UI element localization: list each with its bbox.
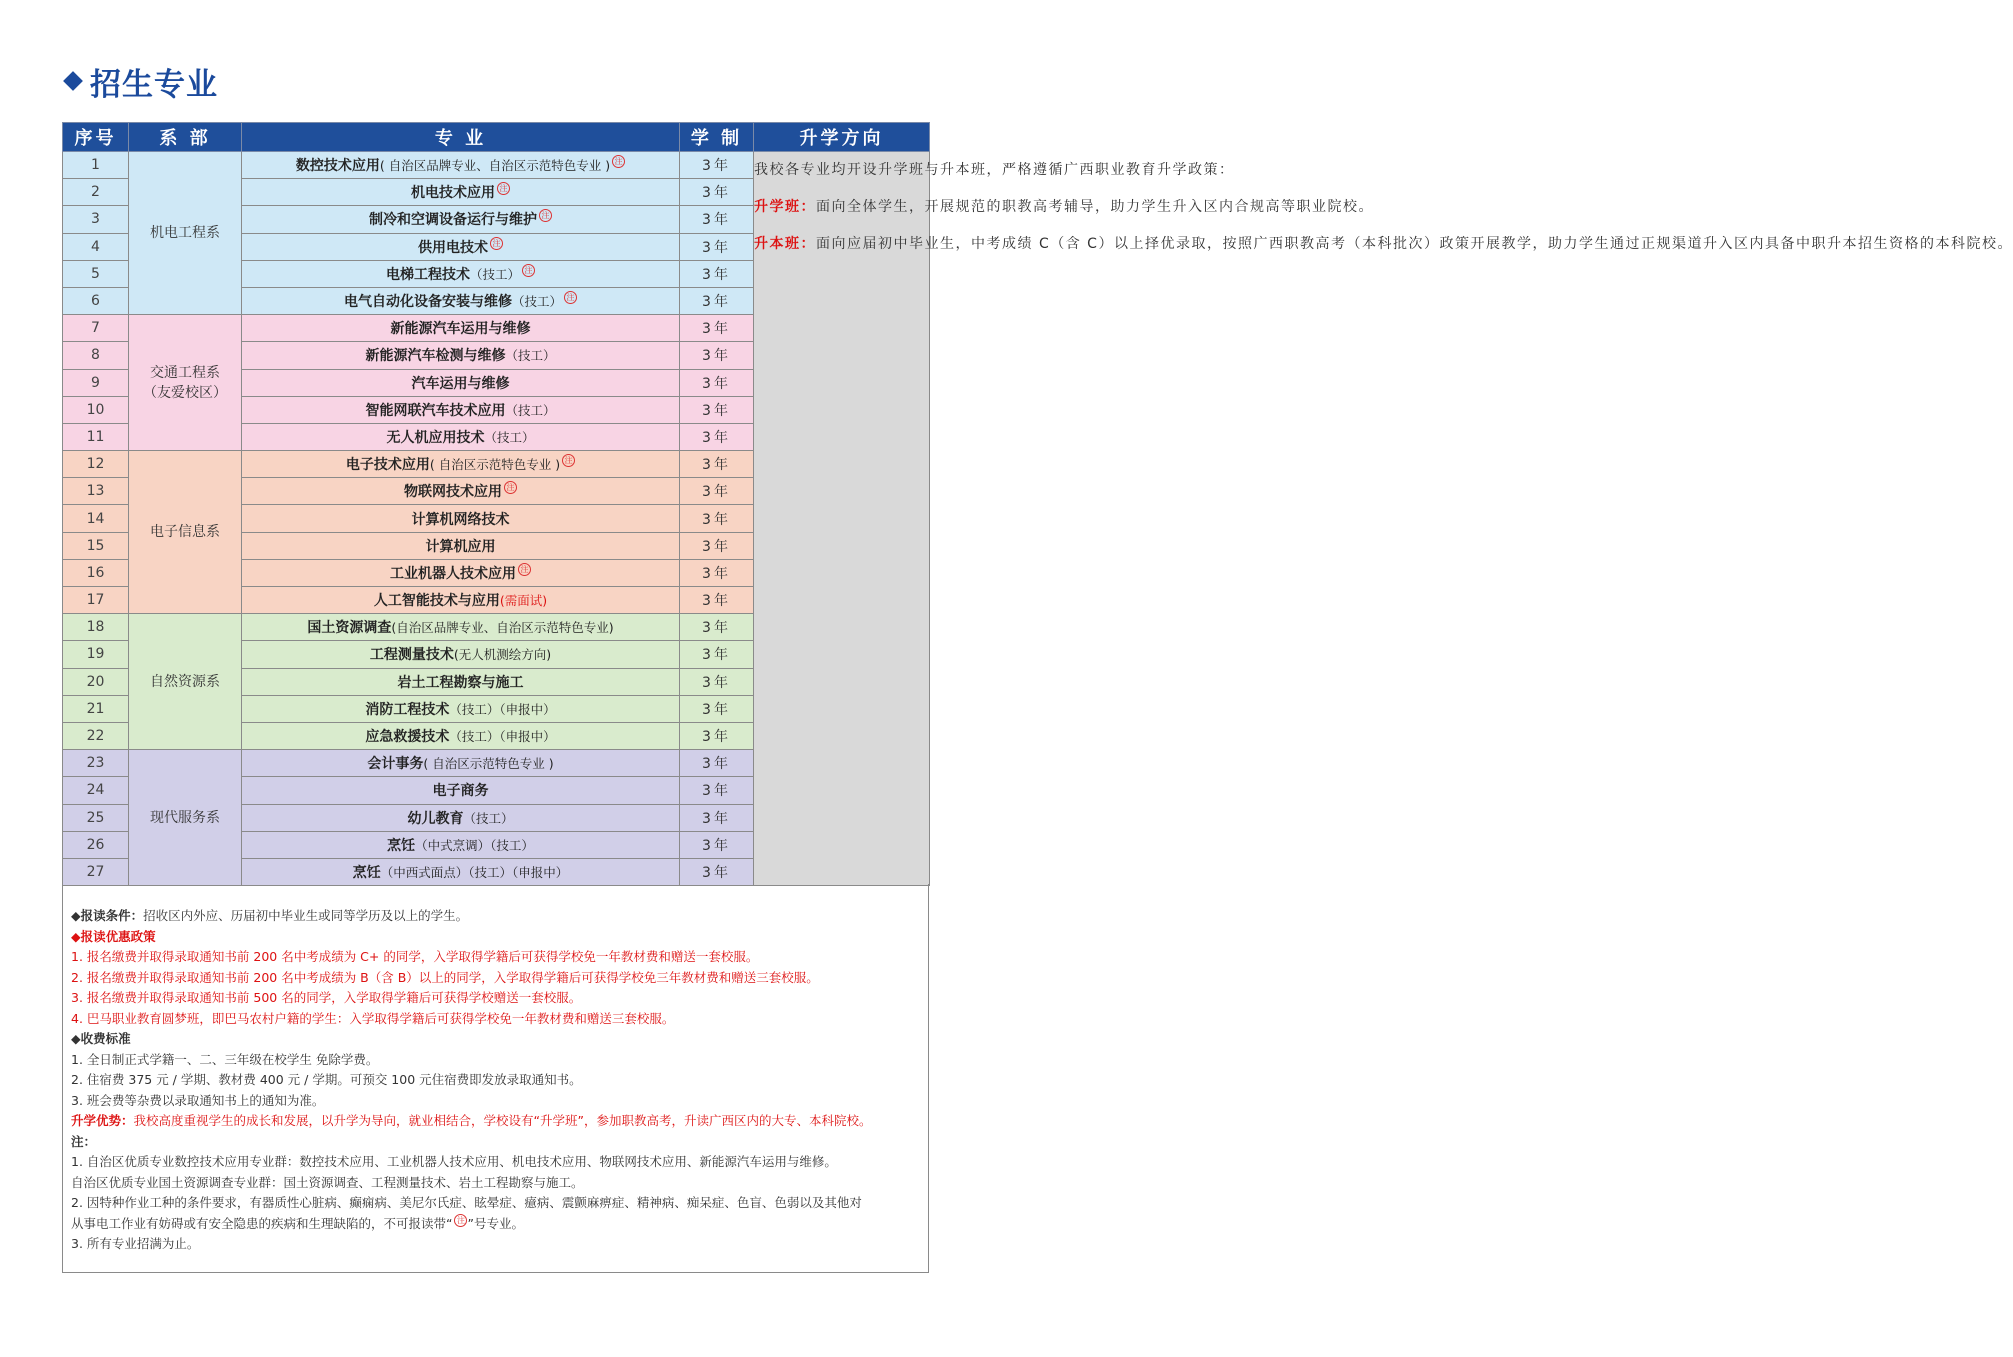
major-cell <box>242 260 680 287</box>
major-name: 数控技术应用 <box>295 158 380 175</box>
duration-cell: 3年 <box>680 722 754 749</box>
policy-item: 4. 巴马职业教育圆梦班，即巴马农村户籍的学生：入学取得学籍后可获得学校免一年教材费和赠送三套校服。 <box>71 1010 675 1026</box>
row-number: 18 <box>63 614 129 641</box>
duration-cell: 3年 <box>680 641 754 668</box>
major-cell <box>242 695 680 722</box>
major-name: 幼儿教育 <box>407 810 464 827</box>
major-cell <box>242 750 680 777</box>
advantage <box>71 1111 928 1132</box>
remark-item: 1. 自治区优质专业数控技术应用专业群：数控技术应用、工业机器人技术应用、机电技术应用、物联网技术应用、新能源汽车运用与维修。 <box>71 1154 837 1169</box>
row-number: 4 <box>63 233 129 260</box>
remark-item: 2. 因特种作业工种的条件要求，有器质性心脏病、癫痫病、美尼尔氏症、眩晕症、癔病、震颤麻痹症、精神病、痴呆症、色盲、色弱以及其他对 <box>71 1195 862 1210</box>
remark-text: 从事电工作业有妨碍或有安全隐患的疾病和生理缺陷的，不可报读带“ <box>71 1215 453 1231</box>
row-number: 26 <box>63 831 129 858</box>
duration-cell: 3年 <box>680 505 754 532</box>
major-name: 计算机应用 <box>425 538 496 555</box>
row-number: 7 <box>63 315 129 342</box>
policy-item: 1. 报名缴费并取得录取通知书前 200 名中考成绩为 C+ 的同学，入学取得学籍后可获得学校免一年教材费和赠送一套校服。 <box>71 949 759 964</box>
duration-cell: 3年 <box>680 668 754 695</box>
duration-cell: 3年 <box>680 396 754 423</box>
page-title: 招生专业 <box>90 66 218 103</box>
major-cell <box>242 233 680 260</box>
row-number: 20 <box>63 668 129 695</box>
department-name: 电子信息系 <box>150 524 220 541</box>
duration-cell: 3年 <box>680 858 754 885</box>
department-name: 自然资源系 <box>150 673 220 690</box>
major-name: 应急救援技术 <box>365 729 450 746</box>
row-number: 14 <box>63 505 129 532</box>
department-cell <box>129 315 242 451</box>
duration-cell: 3年 <box>680 559 754 586</box>
duration-cell: 3年 <box>680 478 754 505</box>
enroll-condition <box>71 906 928 927</box>
policy-item: 3. 报名缴费并取得录取通知书前 500 名的同学，入学取得学籍后可获得学校赠送一套校服。 <box>71 990 582 1005</box>
header-direction: 升学方向 <box>754 123 930 152</box>
major-cell <box>242 342 680 369</box>
row-number: 16 <box>63 559 129 586</box>
major-name: 工业机器人技术应用 <box>390 565 516 582</box>
duration-cell: 3年 <box>680 287 754 314</box>
major-qualifier: （技工） <box>463 810 514 826</box>
further-study-panel <box>754 152 2013 886</box>
major-qualifier: (自治区品牌专业、自治区示范特色专业) <box>391 620 614 636</box>
table-header-row <box>63 123 930 152</box>
major-name: 供用电技术 <box>418 239 488 256</box>
major-qualifier: ( 自治区示范特色专业 ) <box>423 756 554 772</box>
major-cell <box>242 559 680 586</box>
duration-cell: 3年 <box>680 750 754 777</box>
department-name: 机电工程系 <box>150 225 220 242</box>
page-heading <box>62 56 218 106</box>
duration-cell: 3年 <box>680 233 754 260</box>
duration-cell: 3年 <box>680 206 754 233</box>
notes-section <box>62 884 929 1273</box>
duration-cell: 3年 <box>680 369 754 396</box>
department-name: 现代服务系 <box>150 809 220 826</box>
row-number: 2 <box>63 179 129 206</box>
major-cell <box>242 587 680 614</box>
row-number: 24 <box>63 777 129 804</box>
note-mark-icon: 注 <box>497 182 510 195</box>
major-name: 烹饪 <box>352 864 381 881</box>
note-mark-icon: 注 <box>539 209 552 222</box>
advantage-text: 我校高度重视学生的成长和发展，以升学为导向，就业相结合，学校设有“升学班”，参加职教高考，升读广西区内的大专、本科院校。 <box>133 1113 872 1128</box>
duration-cell: 3年 <box>680 315 754 342</box>
department-name: 交通工程系 <box>150 364 220 381</box>
major-qualifier: (无人机测绘方向) <box>453 647 552 663</box>
note-mark-icon: 注 <box>504 481 517 494</box>
row-number: 5 <box>63 260 129 287</box>
row-number: 17 <box>63 587 129 614</box>
department-cell <box>129 152 242 315</box>
major-cell <box>242 152 680 179</box>
duration-cell: 3年 <box>680 260 754 287</box>
row-number: 3 <box>63 206 129 233</box>
major-cell <box>242 287 680 314</box>
major-name: 电气自动化设备安装与维修 <box>343 294 512 311</box>
major-cell <box>242 804 680 831</box>
duration-cell: 3年 <box>680 152 754 179</box>
header-major: 专 业 <box>242 123 680 152</box>
major-cell <box>242 451 680 478</box>
major-name: 智能网联汽车技术应用 <box>365 402 506 419</box>
policy-item: 2. 报名缴费并取得录取通知书前 200 名中考成绩为 B（含 B）以上的同学，入学取得学籍后可获得学校免三年教材费和赠送三套校服。 <box>71 969 819 985</box>
major-name: 国土资源调查 <box>307 620 392 637</box>
major-qualifier: （技工） <box>511 294 562 310</box>
row-number: 11 <box>63 423 129 450</box>
bachelor-class-text: 面向应届初中毕业生，中考成绩 C（含 C）以上择优录取，按照广西职教高考（本科批次）政策开展教学，助力学生通过正规渠道升入区内具备中职升本招生资格的本科院校。 <box>816 235 2013 252</box>
major-name: 电梯工程技术 <box>385 266 470 283</box>
major-cell <box>242 206 680 233</box>
remark-item: 3. 所有专业招满为止。 <box>71 1236 200 1251</box>
major-name: 无人机应用技术 <box>386 429 485 446</box>
fee-item: 1. 全日制正式学籍一、二、三年级在校学生 免除学费。 <box>71 1051 379 1067</box>
note-mark-icon: 注 <box>518 563 531 576</box>
major-cell <box>242 614 680 641</box>
duration-cell: 3年 <box>680 614 754 641</box>
header-years: 学 制 <box>680 123 754 152</box>
row-number: 13 <box>63 478 129 505</box>
major-name: 制冷和空调设备运行与维护 <box>369 212 537 229</box>
department-cell <box>129 750 242 886</box>
major-qualifier: （技工）（申报中） <box>449 701 556 717</box>
major-cell <box>242 641 680 668</box>
enroll-condition-text: 招收区内外应、历届初中毕业生或同等学历及以上的学生。 <box>143 908 469 923</box>
major-qualifier: （技工）（申报中） <box>449 729 556 745</box>
major-name: 机电技术应用 <box>411 185 495 202</box>
row-number: 23 <box>63 750 129 777</box>
major-qualifier: ( 自治区品牌专业、自治区示范特色专业 ) <box>379 158 611 174</box>
row-number: 19 <box>63 641 129 668</box>
row-number: 21 <box>63 695 129 722</box>
major-cell <box>242 315 680 342</box>
fee-item: 2. 住宿费 375 元 / 学期、教材费 400 元 / 学期。可预交 100 元住宿费即发放录取通知书。 <box>71 1072 582 1087</box>
duration-cell: 3年 <box>680 532 754 559</box>
major-cell <box>242 668 680 695</box>
major-name: 人工智能技术与应用 <box>373 593 500 610</box>
major-qualifier: ( 自治区示范特色专业 ) <box>429 457 561 473</box>
upgrade-class-label: 升学班： <box>754 198 816 215</box>
row-number: 22 <box>63 722 129 749</box>
table-row <box>63 152 930 179</box>
note-mark-icon: 注 <box>564 291 577 304</box>
enroll-condition-label: ◆报读条件： <box>71 908 144 923</box>
diamond-bullet-icon <box>63 71 83 91</box>
major-qualifier: （中式烹调）（技工） <box>415 837 534 853</box>
fee-item: 3. 班会费等杂费以录取通知书上的通知为准。 <box>71 1092 325 1108</box>
major-qualifier: （技工） <box>469 266 520 282</box>
note-mark-icon: 注 <box>612 155 625 168</box>
row-number: 15 <box>63 532 129 559</box>
row-number: 12 <box>63 451 129 478</box>
major-cell <box>242 423 680 450</box>
majors-table <box>62 122 2013 886</box>
duration-cell: 3年 <box>680 695 754 722</box>
row-number: 10 <box>63 396 129 423</box>
major-qualifier: （技工） <box>484 429 535 445</box>
major-name: 新能源汽车检测与维修 <box>365 348 506 365</box>
major-name: 新能源汽车运用与维修 <box>390 321 531 338</box>
department-cell <box>129 451 242 614</box>
major-name: 烹饪 <box>387 837 416 854</box>
major-cell <box>242 369 680 396</box>
major-cell <box>242 396 680 423</box>
row-number: 27 <box>63 858 129 885</box>
major-qualifier: （中西式面点）（技工）（申报中） <box>380 864 569 880</box>
major-cell <box>242 179 680 206</box>
major-cell <box>242 831 680 858</box>
advantage-label: 升学优势： <box>71 1113 134 1128</box>
duration-cell: 3年 <box>680 342 754 369</box>
duration-cell: 3年 <box>680 804 754 831</box>
major-name: 岩土工程勘察与施工 <box>397 674 524 691</box>
major-name: 电子技术应用 <box>345 457 430 474</box>
header-dept: 系 部 <box>129 123 242 152</box>
bachelor-class-label: 升本班： <box>754 235 816 252</box>
major-cell <box>242 858 680 885</box>
further-study-intro: 我校各专业均开设升学班与升本班，严格遵循广西职业教育升学政策： <box>754 162 1235 178</box>
duration-cell: 3年 <box>680 179 754 206</box>
remarks-title: 注： <box>71 1133 97 1149</box>
duration-cell: 3年 <box>680 831 754 858</box>
policy-title: ◆报读优惠政策 <box>71 928 156 944</box>
major-name: 消防工程技术 <box>365 701 450 718</box>
major-cell <box>242 505 680 532</box>
major-cell <box>242 777 680 804</box>
major-name: 工程测量技术 <box>369 647 454 664</box>
upgrade-class-text: 面向全体学生，开展规范的职教高考辅导，助力学生升入区内合规高等职业院校。 <box>816 198 1374 215</box>
duration-cell: 3年 <box>680 451 754 478</box>
remark-text: ”号专业。 <box>467 1215 524 1231</box>
major-qualifier: （技工） <box>505 402 556 418</box>
row-number: 9 <box>63 369 129 396</box>
duration-cell: 3年 <box>680 777 754 804</box>
remark-item: 自治区优质专业国土资源调查专业群：国土资源调查、工程测量技术、岩土工程勘察与施工。 <box>71 1174 584 1190</box>
major-qualifier: （技工） <box>505 348 556 364</box>
row-number: 1 <box>63 152 129 179</box>
major-name: 计算机网络技术 <box>411 511 510 528</box>
fee-title: ◆收费标准 <box>71 1031 131 1046</box>
header-no: 序号 <box>63 123 129 152</box>
row-number: 25 <box>63 804 129 831</box>
major-cell <box>242 532 680 559</box>
major-name: 会计事务 <box>367 756 424 773</box>
note-mark-icon: 注 <box>454 1214 467 1227</box>
note-mark-icon: 注 <box>522 264 535 277</box>
duration-cell: 3年 <box>680 423 754 450</box>
note-mark-icon: 注 <box>490 237 503 250</box>
row-number: 6 <box>63 287 129 314</box>
major-cell <box>242 722 680 749</box>
department-campus: （友爱校区） <box>143 384 227 401</box>
major-cell <box>242 478 680 505</box>
interview-required: (需面试) <box>499 593 548 609</box>
department-cell <box>129 614 242 750</box>
duration-cell: 3年 <box>680 587 754 614</box>
major-name: 电子商务 <box>432 783 489 800</box>
remark-item <box>71 1214 928 1235</box>
note-mark-icon: 注 <box>562 454 575 467</box>
row-number: 8 <box>63 342 129 369</box>
major-name: 物联网技术应用 <box>404 484 502 501</box>
major-name: 汽车运用与维修 <box>411 375 510 392</box>
